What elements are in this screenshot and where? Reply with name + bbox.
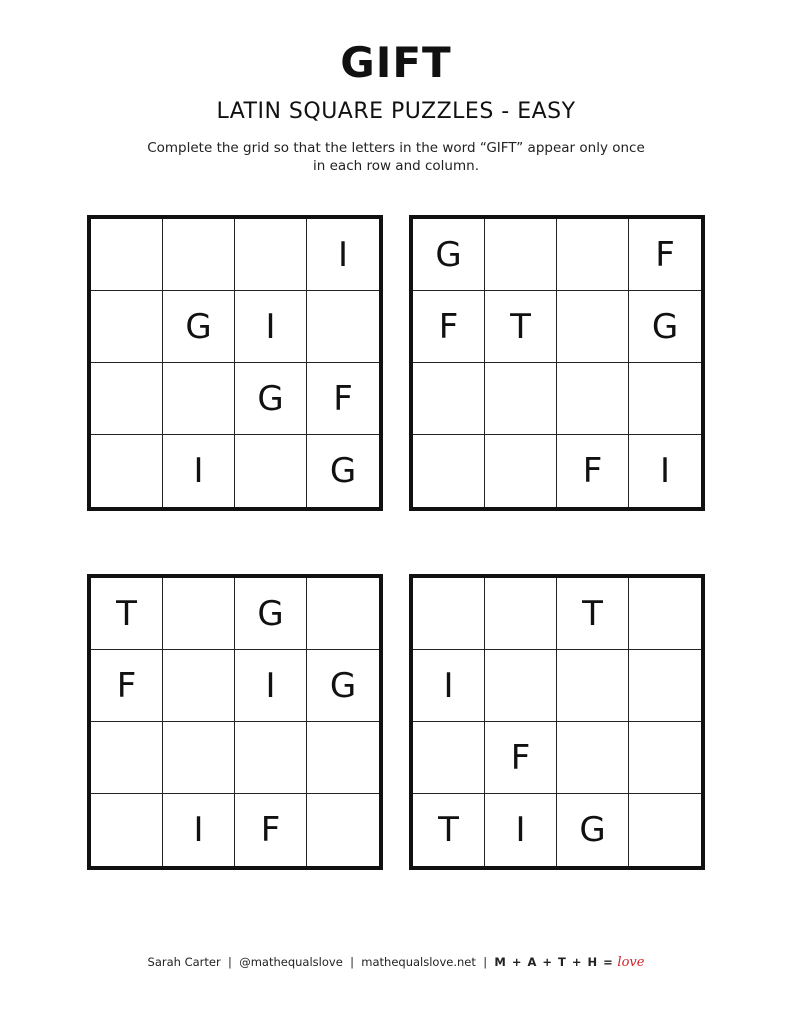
footer-website: mathequalslove.net: [361, 955, 476, 969]
grid-cell: [485, 578, 557, 650]
grid-cell: F: [413, 291, 485, 363]
grid-cell: G: [329, 451, 357, 491]
grid-cell: [413, 578, 485, 650]
grid-cell: I: [485, 794, 557, 866]
grid-cell: [307, 794, 379, 866]
grid-cell: F: [485, 722, 557, 794]
grid-cell: F: [235, 794, 307, 866]
grid-cell: G: [413, 219, 485, 291]
puzzle-grid-1: [87, 215, 383, 511]
grid-cell: I: [235, 650, 307, 722]
instructions: [100, 139, 692, 175]
page-subtitle: LATIN SQUARE PUZZLES - EASY: [216, 99, 576, 124]
grid-cell: [557, 722, 629, 794]
grid-cell: [91, 435, 163, 507]
grid-cell: [557, 291, 629, 363]
puzzle-grid-3: [87, 574, 383, 870]
grid-cell: F: [91, 650, 163, 722]
grid-cell: [557, 363, 629, 435]
grid-cell: [413, 435, 485, 507]
grid-cell: G: [235, 578, 307, 650]
grid-cell: I: [163, 794, 235, 866]
grid-cell: G: [557, 794, 629, 866]
grid-cell: [163, 363, 235, 435]
footer-brand-love: love: [617, 955, 645, 970]
grid-cell: [163, 578, 235, 650]
grid-cell: G: [235, 363, 307, 435]
grid-cell: [629, 794, 701, 866]
grid-cell: [557, 650, 629, 722]
grid-cell: F: [629, 219, 701, 291]
grid-cell: G: [163, 291, 235, 363]
grid-cell: F: [307, 363, 379, 435]
grid-cell: [91, 219, 163, 291]
grid-cell: [307, 578, 379, 650]
grid-cell: [91, 291, 163, 363]
grid-cell: I: [163, 435, 235, 507]
instructions-line-1: Complete the grid so that the letters in the word “GIFT” appear only once: [147, 140, 645, 156]
instructions-line-2: in each row and column.: [313, 158, 479, 174]
grid-cell: [413, 722, 485, 794]
grid-cell: [485, 435, 557, 507]
grid-cell: [485, 219, 557, 291]
grid-cell: [413, 363, 485, 435]
grid-cell: T: [91, 578, 163, 650]
footer-handle: @mathequalslove: [239, 955, 343, 969]
footer-brand: M + A + T + H =: [494, 955, 614, 969]
grid-cell: F: [557, 435, 629, 507]
grid-cell: G: [629, 291, 701, 363]
footer-separator: |: [483, 955, 488, 969]
grid-cell: T: [413, 794, 485, 866]
grid-cell: [629, 578, 701, 650]
grid-cell: [235, 435, 307, 507]
grid-cell: [91, 363, 163, 435]
footer-author: Sarah Carter: [147, 955, 221, 969]
grid-cell: [307, 722, 379, 794]
puzzle-grid-2: [409, 215, 705, 511]
grid-cell: [307, 291, 379, 363]
grid-cell: [163, 650, 235, 722]
grid-cell: [91, 722, 163, 794]
grid-cell: [629, 722, 701, 794]
puzzle-grid-4: [409, 574, 705, 870]
grid-cell: [235, 722, 307, 794]
grid-cell: [629, 363, 701, 435]
grid-cell: G: [307, 650, 379, 722]
grid-cell: I: [659, 451, 671, 491]
grid-cell: [235, 219, 307, 291]
footer-separator: |: [228, 955, 232, 969]
grid-cell: [629, 650, 701, 722]
grid-cell: T: [485, 291, 557, 363]
grid-cell: [163, 219, 235, 291]
grid-cell: T: [557, 578, 629, 650]
grid-cell: [163, 722, 235, 794]
grid-cell: [485, 650, 557, 722]
page-title: GIFT: [340, 38, 452, 87]
grid-cell: [557, 219, 629, 291]
footer-separator: |: [350, 955, 354, 969]
grid-cell: [91, 794, 163, 866]
grid-cell: [485, 363, 557, 435]
grid-cell: I: [235, 291, 307, 363]
grid-cell: I: [307, 219, 379, 291]
grid-cell: I: [413, 650, 485, 722]
footer: [0, 955, 792, 970]
